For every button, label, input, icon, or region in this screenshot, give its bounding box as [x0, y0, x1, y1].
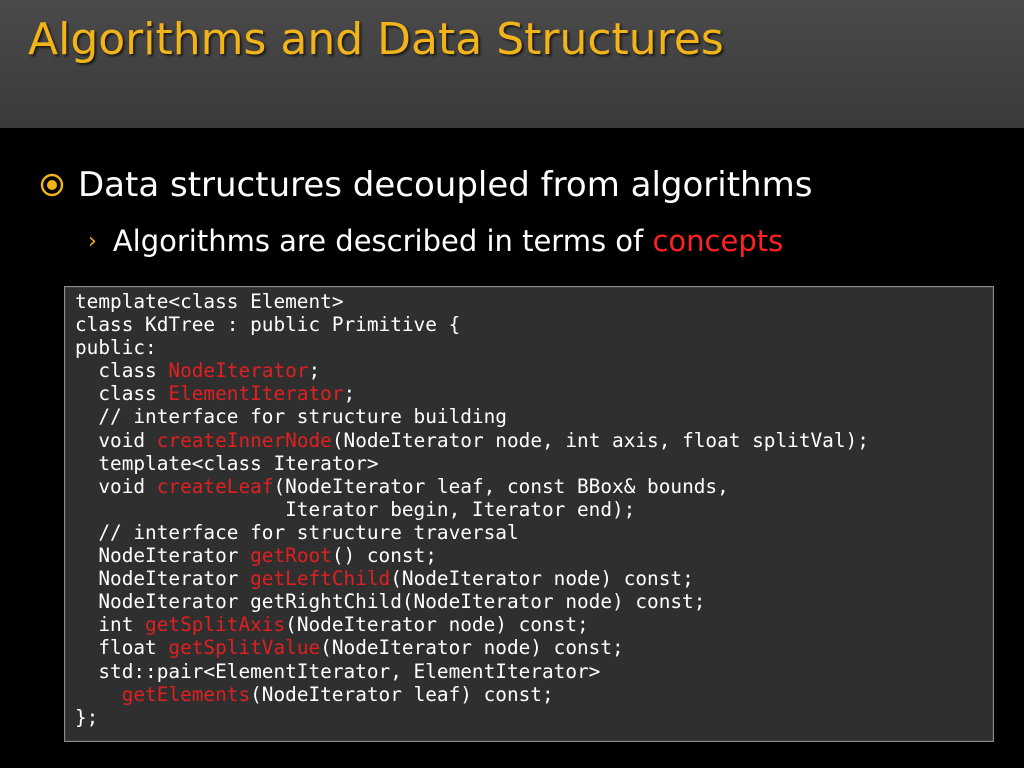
- code-line: [75, 382, 993, 405]
- chevron-right-icon: ›: [88, 228, 97, 254]
- code-line: [75, 359, 993, 382]
- code-text: };: [75, 705, 99, 729]
- code-text: (NodeIterator node, int axis, float splitVal);: [331, 428, 869, 452]
- bullet-level-1: [40, 160, 812, 210]
- code-line: [75, 544, 993, 567]
- code-text: (NodeIterator leaf) const;: [250, 682, 554, 706]
- code-text: // interface for structure building: [75, 405, 507, 429]
- code-text: class: [75, 359, 169, 383]
- code-line: [75, 683, 993, 706]
- code-highlight: getSplitValue: [168, 636, 321, 660]
- slide-title: Algorithms and Data Structures: [28, 14, 724, 65]
- code-text: ;: [308, 359, 321, 383]
- title-band: [0, 0, 1024, 128]
- code-text: std::pair<ElementIterator, ElementIterator>: [75, 659, 601, 683]
- code-text: public:: [75, 336, 157, 360]
- code-highlight: getRoot: [250, 544, 332, 568]
- code-line: [75, 452, 993, 475]
- code-text: class: [75, 382, 169, 406]
- code-text: int: [75, 613, 146, 637]
- code-text: template<class Iterator>: [75, 451, 379, 475]
- code-highlight: getSplitAxis: [145, 613, 286, 637]
- code-text: () const;: [331, 544, 437, 568]
- bullet-level-2-prefix: Algorithms are described in terms of: [112, 224, 653, 258]
- code-line: [75, 590, 993, 613]
- code-line: [75, 567, 993, 590]
- code-line: [75, 660, 993, 683]
- code-highlight: createLeaf: [156, 474, 274, 498]
- code-text: float: [75, 636, 169, 660]
- code-text: (NodeIterator node) const;: [390, 567, 694, 591]
- code-highlight: NodeIterator: [168, 359, 309, 383]
- code-text: class KdTree : public Primitive {: [75, 313, 461, 337]
- bullet-level-2: [88, 220, 783, 262]
- code-text: (NodeIterator node) const;: [285, 613, 589, 637]
- code-text: (NodeIterator leaf, const BBox& bounds,: [273, 474, 729, 498]
- code-text: NodeIterator: [75, 567, 251, 591]
- code-line: [75, 429, 993, 452]
- concepts-highlight: concepts: [652, 224, 784, 258]
- code-text: NodeIterator: [75, 544, 251, 568]
- code-text: template<class Element>: [75, 290, 344, 313]
- code-highlight: getLeftChild: [250, 567, 391, 591]
- bullet-level-1-text: Data structures decoupled from algorithms: [78, 165, 813, 205]
- bullet-level-2-text: [113, 224, 783, 258]
- code-text: [75, 683, 122, 706]
- code-line: [75, 706, 993, 729]
- code-line: [75, 405, 993, 428]
- code-highlight: getElements: [121, 682, 251, 706]
- code-line: [75, 475, 993, 498]
- code-text: NodeIterator getRightChild(NodeIterator node) const;: [75, 590, 706, 614]
- target-circle-icon: [40, 173, 64, 197]
- code-block: [64, 286, 994, 742]
- code-text: void: [75, 474, 157, 498]
- code-highlight: createInnerNode: [156, 428, 332, 452]
- code-text: void: [75, 428, 157, 452]
- code-line: [75, 290, 993, 313]
- code-line: [75, 521, 993, 544]
- code-text: Iterator begin, Iterator end);: [75, 497, 636, 521]
- code-text: (NodeIterator node) const;: [320, 636, 624, 660]
- code-line: [75, 313, 993, 336]
- code-text: // interface for structure traversal: [75, 520, 519, 544]
- code-line: [75, 636, 993, 659]
- code-line: [75, 498, 993, 521]
- code-text: ;: [343, 382, 356, 406]
- code-line: [75, 336, 993, 359]
- code-line: [75, 613, 993, 636]
- code-highlight: ElementIterator: [168, 382, 344, 406]
